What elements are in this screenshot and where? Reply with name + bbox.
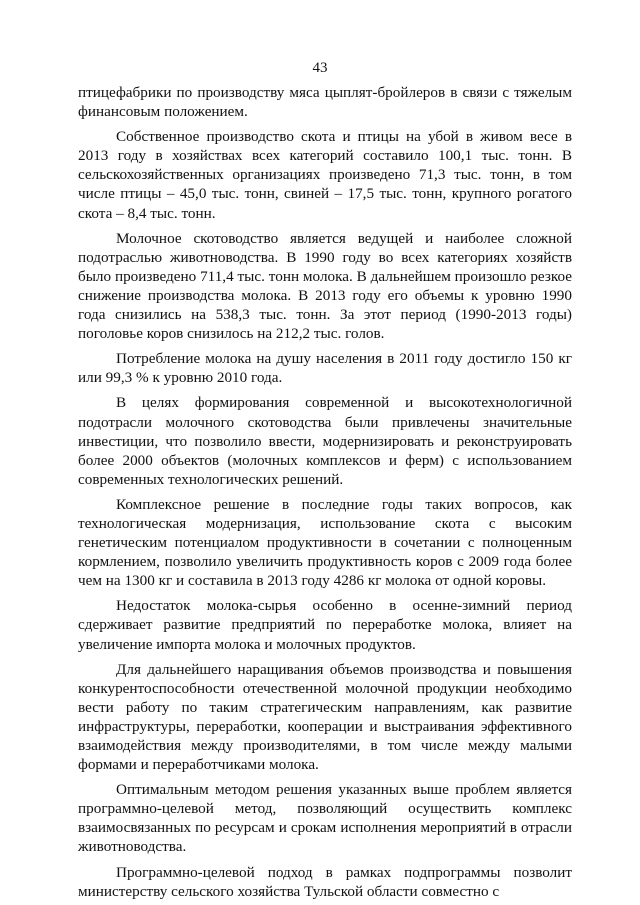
body-text bbox=[78, 83, 572, 901]
paragraph-complex-solution: Комплексное решение в последние годы таких вопросов, как технологическая модернизация, использование скота с высоким генетическим потенциалом продуктивности в сочетании с полноценным кормлением, позволило увеличить продуктивность коров с 2009 года более чем на 1300 кг и составила в 2013 году 4286 кг молока от одной коровы. bbox=[78, 495, 572, 590]
page-number: 43 bbox=[312, 60, 328, 76]
paragraph-livestock-production: Собственное производство скота и птицы на убой в живом весе в 2013 году в хозяйствах всех категорий составило 100,1 тыс. тонн. В сельскохозяйственных организациях произведено 71,3 тыс. тонн, в том числе птицы – 45,0 тыс. тонн, свиней – 17,5 тыс. тонн, крупного рогатого скота – 8,4 тыс. тонн. bbox=[78, 128, 572, 222]
paragraph-program-approach: Программно-целевой подход в рамках подпрограммы позволит министерству сельского хозяйства Тульской области совместно с bbox=[78, 863, 572, 900]
paragraph-dairy-farming: Молочное скотоводство является ведущей и наиболее сложной подотраслью животноводства. В 1990 году во всех категориях хозяйств было произведено 711,4 тыс. тонн молока. В дальнейшем произошло резкое снижение производства молока. В 2013 году его объемы к уровню 1990 года снизились на 538,3 тыс. тонн. За этот период (1990-2013 годы) поголовье коров снизилось на 212,2 тыс. голов. bbox=[78, 229, 572, 343]
paragraph-strategic-directions: Для дальнейшего наращивания объемов производства и повышения конкурентоспособности отечественной молочной продукции необходимо вести работу по таким стратегическим направлениям, как развитие инфраструктуры, переработки, кооперации и выстраивания эффективного взаимодействия между производителями, в том числе между малыми формами и переработчиками молока. bbox=[78, 660, 572, 774]
paragraph-raw-milk-shortage: Недостаток молока-сырья особенно в осенне-зимний период сдерживает развитие предприятий по переработке молока, влияет на увеличение импорта молока и молочных продуктов. bbox=[78, 597, 572, 653]
paragraph-continuation: птицефабрики по производству мяса цыплят-бройлеров в связи с тяжелым финансовым положением. bbox=[78, 84, 572, 121]
paragraph-investments: В целях формирования современной и высокотехнологичной подотрасли молочного скотоводства были привлечены значительные инвестиции, что позволило ввести, модернизировать и реконструировать более 2000 объектов (молочных комплексов и ферм) с использованием современных технологических решений. bbox=[78, 394, 572, 488]
paragraph-milk-consumption: Потребление молока на душу населения в 2011 году достигло 150 кг или 99,3 % к уровню 2010 года. bbox=[78, 350, 572, 387]
paragraph-program-method: Оптимальным методом решения указанных выше проблем является программно-целевой метод, позволяющий осуществить комплекс взаимосвязанных по ресурсам и срокам исполнения мероприятий в отрасли животноводства. bbox=[78, 781, 572, 856]
